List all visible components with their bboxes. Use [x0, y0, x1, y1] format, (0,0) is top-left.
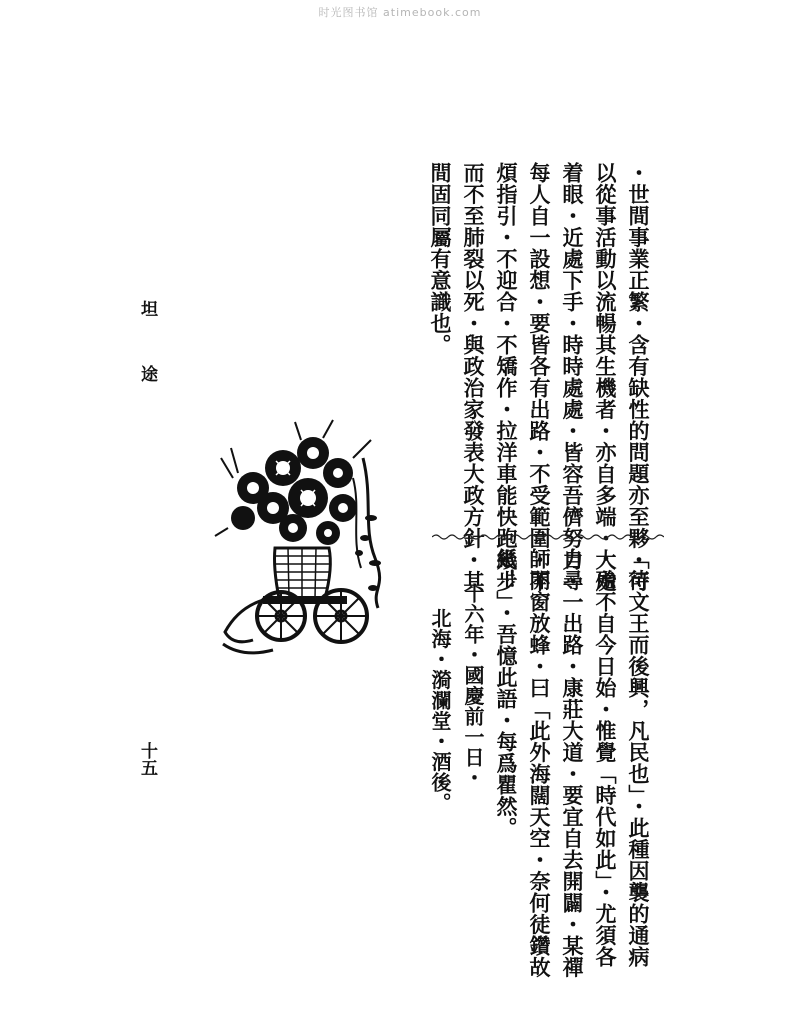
signature-place: 北海・漪瀾堂・酒後。 — [428, 608, 452, 813]
upper-column-3: 着眼・近處下手・時時處處・皆容吾儕努力・ — [560, 162, 585, 592]
upper-column-1: ・世間事業正繁・含有缺性的問題亦至夥・可 — [626, 162, 651, 592]
running-title-bottom: 途 — [137, 365, 157, 382]
page-number: 十五 — [137, 742, 157, 776]
lower-column-4: 師開窗放蜂・曰「此外海闊天空・奈何徒鑽故 — [527, 548, 552, 978]
watermark: 时光图书馆 atimebook.com — [318, 6, 482, 19]
lower-column-5: 紙！」・吾憶此語・每爲瞿然。 — [494, 548, 519, 839]
upper-column-5: 煩指引・不迎合・不矯作・拉洋車能快跑幾步 — [494, 162, 519, 592]
lower-column-1: 「待文王而後興，凡民也」・此種因襲的通病 — [626, 548, 651, 968]
upper-column-2: 以從事活動以流暢其生機者・亦自多端・大處 — [593, 162, 618, 592]
lower-column-2: ・殆不自今日始・惟覺「時代如此」・尤須各 — [593, 548, 618, 968]
upper-column-6: 而不至肺裂以死・與政治家發表大政方針・其 — [461, 162, 486, 592]
flower-basket-cart-icon — [213, 418, 393, 666]
signature-date: 十六年・國慶前一日・ — [461, 583, 485, 788]
upper-column-4: 每人自一設想・要皆各有出路・不受範圍・不 — [527, 162, 552, 592]
wavy-divider — [432, 533, 664, 541]
lower-column-3: 自尋一出路・康莊大道・要宜自去開闢・某禪 — [560, 548, 585, 978]
running-title-top: 坦 — [137, 300, 157, 317]
upper-column-7: 間固同屬有意識也。 — [428, 162, 453, 356]
